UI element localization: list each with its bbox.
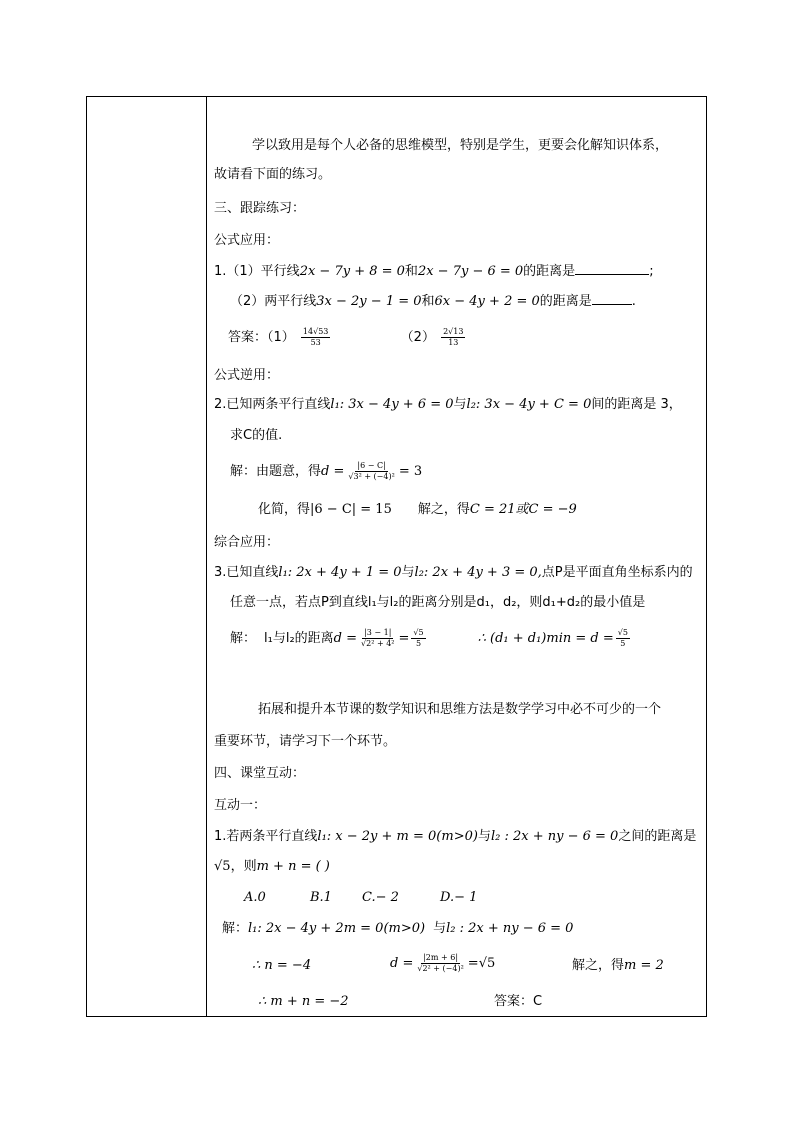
option-c[interactable]: C.− 2 [362, 890, 399, 905]
sol3-numerator: |3 − 1| [364, 628, 392, 637]
formula-application-heading: 公式应用： [214, 233, 280, 248]
answer-2-numerator: 2√13 [443, 327, 464, 336]
iq1-sqrt5: √5 [214, 859, 231, 874]
answer-2-denominator: 13 [448, 338, 459, 347]
answer-label: 答案：（1） [228, 330, 295, 345]
simplify-prefix: 化简，得 [258, 502, 311, 517]
answer-1 [228, 327, 467, 348]
answer-2-label: （2） [400, 330, 435, 345]
question-2-line-2: 求C的值. [230, 428, 283, 443]
iq1-line-2: l₂ : 2x + ny − 6 = 0 [490, 829, 619, 844]
simplify-result: C = 21或C = −9 [469, 502, 577, 517]
q1b-prefix: （2）两平行线 [230, 294, 317, 309]
isol-numerator: |2m + 6| [423, 953, 459, 962]
q1a-suffix: 的距离是 [523, 264, 576, 279]
simplify-mid: 解之，得 [417, 502, 470, 517]
intro-line-2: 故请看下面的练习。 [214, 167, 332, 182]
q1b-line-1: 3x − 2y − 1 = 0 [316, 294, 422, 309]
sol3-min-fraction [616, 628, 630, 649]
section-4-title: 四、课堂互动： [214, 766, 306, 781]
q2-with: 与 [453, 397, 467, 412]
transition-line-2: 重要环节，请学习下一个环节。 [214, 734, 397, 749]
content-cell [214, 97, 700, 1016]
q1a-end: ; [649, 264, 654, 279]
q2-line-1: l₁: 3x − 4y + 6 = 0 [330, 397, 454, 412]
question-1a [214, 262, 654, 281]
iq1-suffix: 之间的距离是 [618, 829, 697, 844]
worksheet-table [86, 96, 707, 1017]
isol-d: d = [390, 956, 414, 971]
sol3-fraction [359, 628, 396, 649]
sol3-mid: l₁与l₂的距离 [264, 631, 334, 646]
isol-m: m = 2 [624, 958, 664, 973]
answer-2-fraction [441, 327, 465, 348]
intro-line-1: 学以致用是每个人必备的思维模型，特别是学生，更要会化解知识体系， [252, 138, 669, 153]
q3-line-1: l₁: 2x + 4y + 1 = 0 [278, 565, 402, 580]
sol3-denominator: √2² + 4² [361, 639, 395, 648]
solution-3 [230, 628, 632, 649]
answer-blank-2[interactable] [592, 292, 632, 305]
iq1-then: ，则 [230, 859, 257, 874]
option-b[interactable]: B.1 [310, 890, 332, 905]
simplify-line [258, 501, 577, 519]
q1b-and: 和 [421, 294, 435, 309]
simplify-equation: |6 − C| = 15 [310, 502, 392, 517]
sol2-fraction [346, 461, 396, 482]
question-3-line-2: 任意一点，若点P到直线l₁与l₂的距离分别是d₁，d₂，则d₁+d₂的最小值是 [230, 595, 646, 610]
q2-suffix: 间的距离是 3， [591, 397, 682, 412]
iq1-question: m + n = ( ) [256, 859, 330, 874]
interaction-solution-sum: ∴ m + n = −2 [258, 994, 349, 1009]
q2-prefix: 2.已知两条平行直线 [214, 397, 331, 412]
interaction-solution-d [390, 953, 495, 974]
q1b-line-2: 6x − 4y + 2 = 0 [434, 294, 540, 309]
answer-blank-1[interactable] [575, 262, 649, 275]
sol3-equals: = [398, 631, 410, 646]
interaction-question-1-line-2 [214, 858, 330, 876]
question-3 [214, 564, 693, 582]
interaction-answer: 答案：C [494, 994, 543, 1009]
q1a-line-2: 2x − 7y − 6 = 0 [417, 264, 524, 279]
isol-line-1: l₁: 2x − 4y + 2m = 0(m>0) [248, 921, 426, 936]
sol3-minimum: ∴ (d₁ + d₁)min = d = [477, 631, 614, 646]
interaction-question-1 [214, 828, 696, 846]
q2-line-2: l₂: 3x − 4y + C = 0 [466, 397, 592, 412]
isol-denominator: √2² + (−4)² [417, 964, 464, 973]
sol2-d: d = [321, 464, 345, 479]
iq1-with: 与 [477, 829, 491, 844]
sol2-result: = 3 [398, 464, 423, 479]
section-3-title: 三、跟踪练习： [214, 201, 306, 216]
isol-line-2: l₂ : 2x + ny − 6 = 0 [446, 921, 574, 936]
interaction-solution-line-1 [222, 920, 573, 938]
formula-reverse-heading: 公式逆用： [214, 368, 280, 383]
sol2-numerator: |6 − C| [357, 461, 386, 470]
sol2-denominator: √3² + (−4)² [348, 472, 395, 481]
sol3-min-denominator: 5 [620, 639, 626, 648]
q1a-line-1: 2x − 7y + 8 = 0 [299, 264, 405, 279]
q1b-end: . [631, 294, 636, 309]
solution-2 [230, 461, 422, 482]
comprehensive-heading: 综合应用： [214, 535, 280, 550]
column-divider [206, 97, 207, 1016]
q1a-prefix: 1.（1）平行线 [214, 264, 300, 279]
interaction-solution-m [572, 957, 664, 975]
isol-fraction [415, 953, 465, 974]
q3-suffix: 点P是平面直角坐标系内的 [541, 565, 693, 580]
q1a-and: 和 [404, 264, 418, 279]
answer-1-numerator: 14√53 [302, 327, 329, 336]
option-a[interactable]: A.0 [244, 890, 266, 905]
isol-d-result: =√5 [467, 956, 496, 971]
iq1-line-1: l₁: x − 2y + m = 0(m>0) [317, 829, 478, 844]
sol3-prefix: 解： [230, 631, 257, 646]
q3-prefix: 3.已知直线 [214, 565, 279, 580]
interaction-1-heading: 互动一： [214, 798, 267, 813]
sol3-result-fraction [411, 628, 425, 649]
sol3-result-denominator: 5 [415, 639, 422, 648]
sol3-result-numerator: √5 [413, 628, 424, 637]
isol-m-prefix: 解之，得 [572, 958, 625, 973]
isol-prefix: 解： [222, 921, 249, 936]
isol-with: 与 [433, 921, 447, 936]
interaction-solution-n: ∴ n = −4 [252, 958, 312, 973]
sol3-min-numerator: √5 [617, 628, 628, 637]
answer-1-denominator: 53 [310, 338, 321, 347]
question-2 [214, 396, 682, 414]
q3-line-2: l₂: 2x + 4y + 3 = 0, [414, 565, 542, 580]
iq1-prefix: 1.若两条平行直线 [214, 829, 318, 844]
q3-with: 与 [401, 565, 415, 580]
sol3-d: d = [333, 631, 358, 646]
transition-line-1: 拓展和提升本节课的数学知识和思维方法是数学学习中必不可少的一个 [258, 702, 662, 717]
sol2-prefix: 解：由题意，得 [230, 464, 322, 479]
question-1b [230, 292, 636, 311]
answer-1-fraction [301, 327, 330, 348]
q1b-suffix: 的距离是 [539, 294, 592, 309]
option-d[interactable]: D.− 1 [440, 890, 478, 905]
